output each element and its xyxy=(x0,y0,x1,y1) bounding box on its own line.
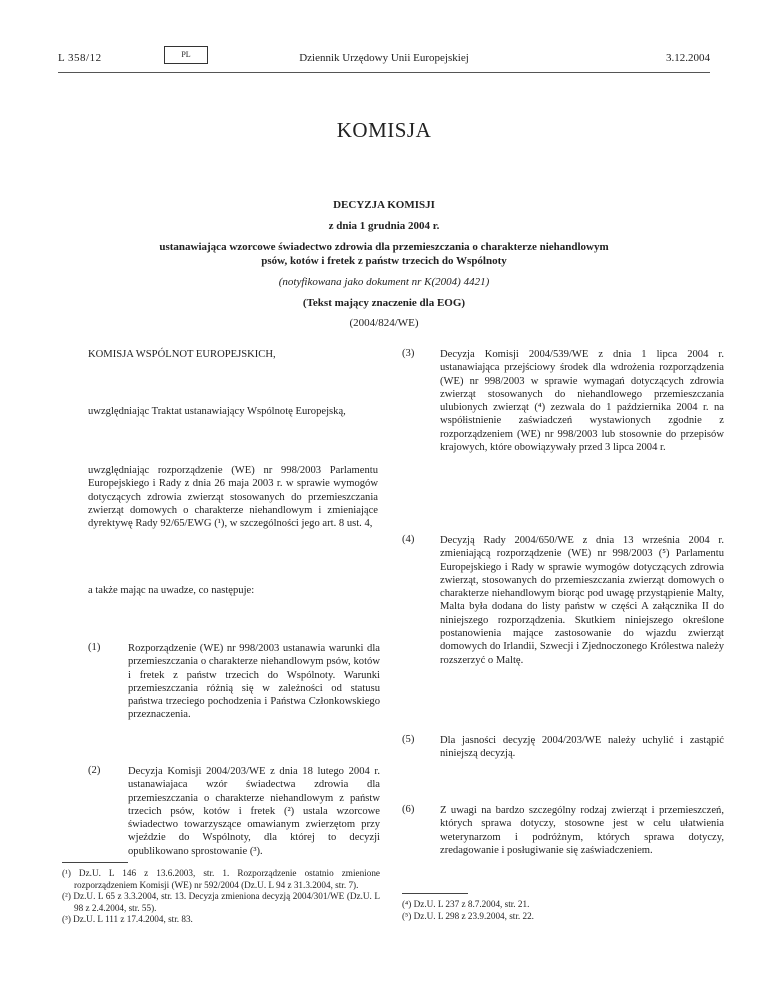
notification-note: (notyfikowana jako dokument nr K(2004) 4421) xyxy=(278,276,490,288)
recital-number: (1) xyxy=(88,642,101,653)
page-header xyxy=(58,52,710,72)
recital-text: Dla jasności decyzję 2004/203/WE należy uchylić i zastąpić niniejszą decyzją. xyxy=(440,735,724,760)
document-subject-line-1: ustanawiająca wzorcowe świadectwo zdrowia dla przemieszczania o charakterze niehandlowym xyxy=(159,241,609,253)
section-title: KOMISJA xyxy=(336,118,432,142)
journal-title: Dziennik Urzędowy Unii Europejskiej xyxy=(299,52,469,64)
footnote-separator xyxy=(62,862,128,863)
recital-text: Decyzja Komisji 2004/539/WE z dnia 1 lipca 2004 r. ustanawiająca przejściowy środek dla wdrożenia rozporządzenia (WE) nr 998/2003 w sprawie wymagań dotyczących zdrowia zwierząt stosowanych do niehandlowego przemieszczania ulubionych zwierząt (⁴) zezwala do 1 października 2004 r. na współistnienie zaświadczeń wystawionych zgodnie z rozporządzeniem (WE) nr 998/2003 lub stosownie do przepisów krajowych, które obowiązywały przed 3 lipca 2004 r. xyxy=(440,349,724,454)
recital-text: Rozporządzenie (WE) nr 998/2003 ustanawia warunki dla przemieszczania o charakterze niehandlowym psów, kotów i fretek z państw trzecich do Wspólnoty. Warunki przemieszczania różnią się w zależności od statusu państwa trzeciego pochodzenia i Państwa Członkowskiego przeznaczenia. xyxy=(128,643,380,721)
footnote: (¹) Dz.U. L 146 z 13.6.2003, str. 1. Rozporządzenie ostatnio zmienione rozporządzeniem Komisji (WE) nr 592/2004 (Dz.U. L 94 z 31.3.2004, str. 7). xyxy=(62,868,380,890)
whereas-clause: a także mając na uwadze, co następuje: xyxy=(88,585,255,596)
document-type: DECYZJA KOMISJI xyxy=(333,199,435,211)
recital-number: (5) xyxy=(402,734,415,745)
recital-text: Decyzją Rady 2004/650/WE z dnia 13 września 2004 r. zmieniającą rozporządzenie (WE) nr 998/2003 (⁵) Parlamentu Europejskiego i Rady w sprawie wymogów dotyczących zdrowia zwierząt, stosowanych do przemieszczania zwierząt domowych o charakterze niehandlowym biorąc pod uwagę przystąpienie Malty, Malta była dodana do listy państw w części A załącznika II do niniejszego rozporządzenia. Skutkiem niniejszego określone postanowienia mające zastosowanie do wjazdu zwierząt domowych do Irlandii, Szwecji i Zjednoczonego Królestwa należy rozszerzyć o Maltę. xyxy=(440,535,724,666)
recital-text: Decyzja Komisji 2004/203/WE z dnia 18 lutego 2004 r. ustanawiajaca wzór świadectwa zdrowia dla przemieszczania o charakterze niehandlowym z państw trzecich psów, kotów i fretek (²) ustala wzorcowe świadectwo towarzyszące omawianym zwierzętom przy wjeździe do Wspólnoty, dla której to decyzji opublikowano sprostowanie (³). xyxy=(128,766,380,857)
page-reference: L 358/12 xyxy=(58,52,102,64)
recital-number: (4) xyxy=(402,534,415,545)
recital-number: (3) xyxy=(402,348,415,359)
document-reference: (2004/824/WE) xyxy=(349,317,419,329)
footnotes-right xyxy=(402,899,722,922)
recital-number: (2) xyxy=(88,765,101,776)
having-regard-treaty: uwzględniając Traktat ustanawiający Wspólnotę Europejską, xyxy=(88,406,346,417)
eea-note: (Tekst mający znaczenie dla EOG) xyxy=(302,297,466,309)
document-subject-line-2: psów, kotów i fretek z państw trzecich do Wspólnoty xyxy=(261,255,507,267)
header-rule xyxy=(58,72,710,73)
issue-date: 3.12.2004 xyxy=(666,52,710,64)
recital-number: (6) xyxy=(402,804,415,815)
footnote-separator xyxy=(402,893,468,894)
recital-text: Z uwagi na bardzo szczególny rodzaj zwierząt i przemieszczeń, których sprawa dotyczy, stosowne jest w celu ułatwienia weterynarzom i podróżnym, których sprawa dotyczy, zredagowanie i posługiwanie się zaświadczeniem. xyxy=(440,805,724,856)
having-regard-regulation: uwzględniając rozporządzenie (WE) nr 998/2003 Parlamentu Europejskiego i Rady z dnia 26 maja 2003 r. w sprawie wymogów dotyczących zdrowia zwierząt stosowanych do przemieszczania zwierząt domowych o charakterze niehandlowym i zmieniające dyrektywę Rady 92/65/EWG (¹), w szczególności jego art. 8 ust. 4, xyxy=(88,465,378,530)
preamble-intro: KOMISJA WSPÓLNOT EUROPEJSKICH, xyxy=(88,349,276,360)
footnote: (²) Dz.U. L 65 z 3.3.2004, str. 13. Decyzja zmieniona decyzją 2004/301/WE (Dz.U. L 98 z 2.4.2004, str. 55). xyxy=(62,891,380,913)
footnote: (⁵) Dz.U. L 298 z 23.9.2004, str. 22. xyxy=(402,910,534,921)
footnote: (⁴) Dz.U. L 237 z 8.7.2004, str. 21. xyxy=(402,899,530,909)
document-date: z dnia 1 grudnia 2004 r. xyxy=(328,220,440,232)
language-badge: PL xyxy=(164,46,208,64)
footnotes-left xyxy=(62,868,380,926)
footnote: (³) Dz.U. L 111 z 17.4.2004, str. 83. xyxy=(62,914,193,925)
